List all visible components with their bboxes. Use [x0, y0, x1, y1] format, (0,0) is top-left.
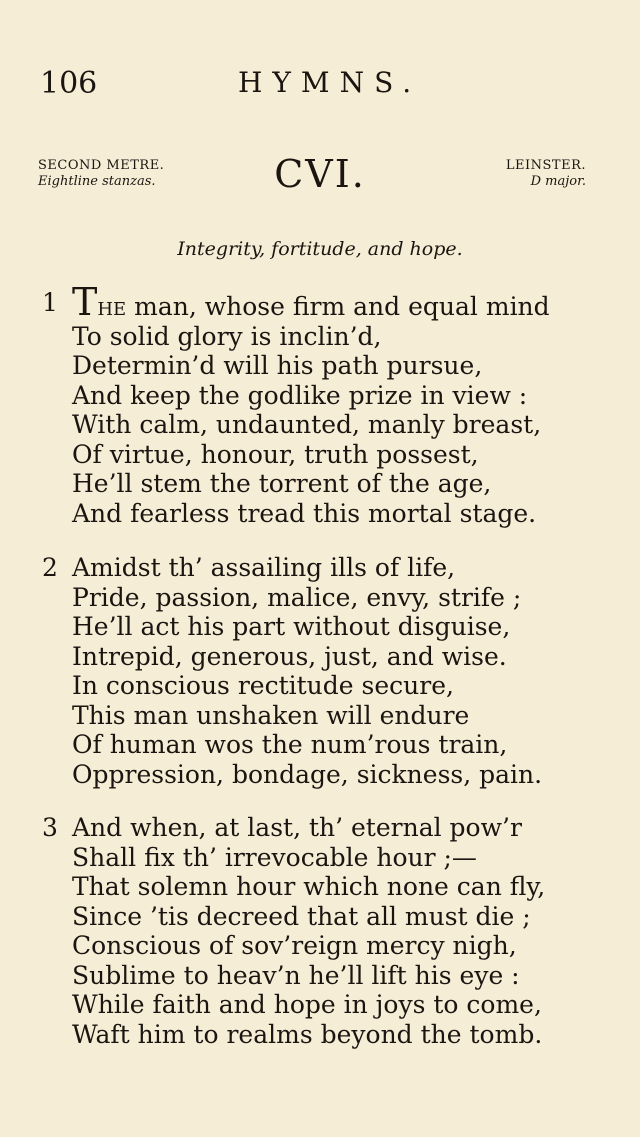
stanza-number: 3	[42, 813, 58, 842]
tune-name: LEINSTER.	[505, 158, 586, 173]
verse-line: And keep the godlike prize in view :	[72, 380, 528, 410]
running-head	[0, 66, 640, 106]
verse-line: With calm, undaunted, manly breast,	[72, 410, 542, 439]
verse-line: That solemn hour which none can fly,	[72, 872, 546, 901]
verse-line: Pride, passion, malice, envy, strife ;	[72, 582, 522, 612]
verse-line: This man unshaken will endure	[72, 700, 470, 730]
verse-line: In conscious rectitude secure,	[72, 671, 454, 700]
tune-info	[506, 158, 586, 190]
running-title: HYMNS.	[238, 66, 422, 99]
verse-line: Shall fix th’ irrevocable hour ;—	[72, 842, 477, 872]
hymn-number: CVI.	[274, 152, 366, 196]
stanza	[42, 280, 612, 528]
verse-line: To solid glory is inclin’d,	[72, 321, 382, 351]
metre-label: SECOND METRE.	[38, 158, 165, 173]
verse-line: Conscious of sov’reign mercy nigh,	[72, 931, 517, 960]
page-number: 106	[40, 66, 98, 101]
smallcaps-word: he	[97, 292, 127, 321]
tune-key: D major.	[530, 174, 586, 189]
verse-line: Intrepid, generous, just, and wise.	[72, 641, 507, 671]
stanza-number: 2	[42, 553, 58, 582]
verse-line: Since ’tis decreed that all must die ;	[72, 901, 531, 931]
stanza	[42, 553, 612, 789]
verse-line: Of human wos the num’rous train,	[72, 730, 508, 759]
verse-line: Sublime to heav’n he’ll lift his eye :	[72, 960, 520, 990]
hymn-subject: Integrity, fortitude, and hope.	[177, 238, 463, 260]
verse-line-text: man, whose firm and equal mind	[126, 292, 550, 321]
verse-line: He’ll stem the torrent of the age,	[72, 469, 492, 498]
verse-line: Determin’d will his path pursue,	[72, 351, 483, 380]
verse-line: Amidst th’ assailing ills of life,	[72, 553, 456, 582]
verse-line: And fearless tread this mortal stage.	[72, 498, 537, 528]
verse-line: While faith and hope in joys to come,	[72, 990, 542, 1019]
verse-line: He’ll act his part without disguise,	[72, 612, 511, 641]
stanza-form-label: Eightline stanzas.	[38, 174, 156, 189]
stanza-number: 1	[42, 288, 58, 317]
drop-initial: T	[72, 280, 98, 324]
verse-line	[72, 280, 612, 324]
verse-line: And when, at last, th’ eternal pow’r	[72, 813, 522, 842]
verse-line: Of virtue, honour, truth possest,	[72, 439, 479, 469]
stanza	[42, 813, 612, 1049]
verse-line: Oppression, bondage, sickness, pain.	[72, 759, 543, 789]
verse-line: Waft him to realms beyond the tomb.	[72, 1019, 543, 1049]
